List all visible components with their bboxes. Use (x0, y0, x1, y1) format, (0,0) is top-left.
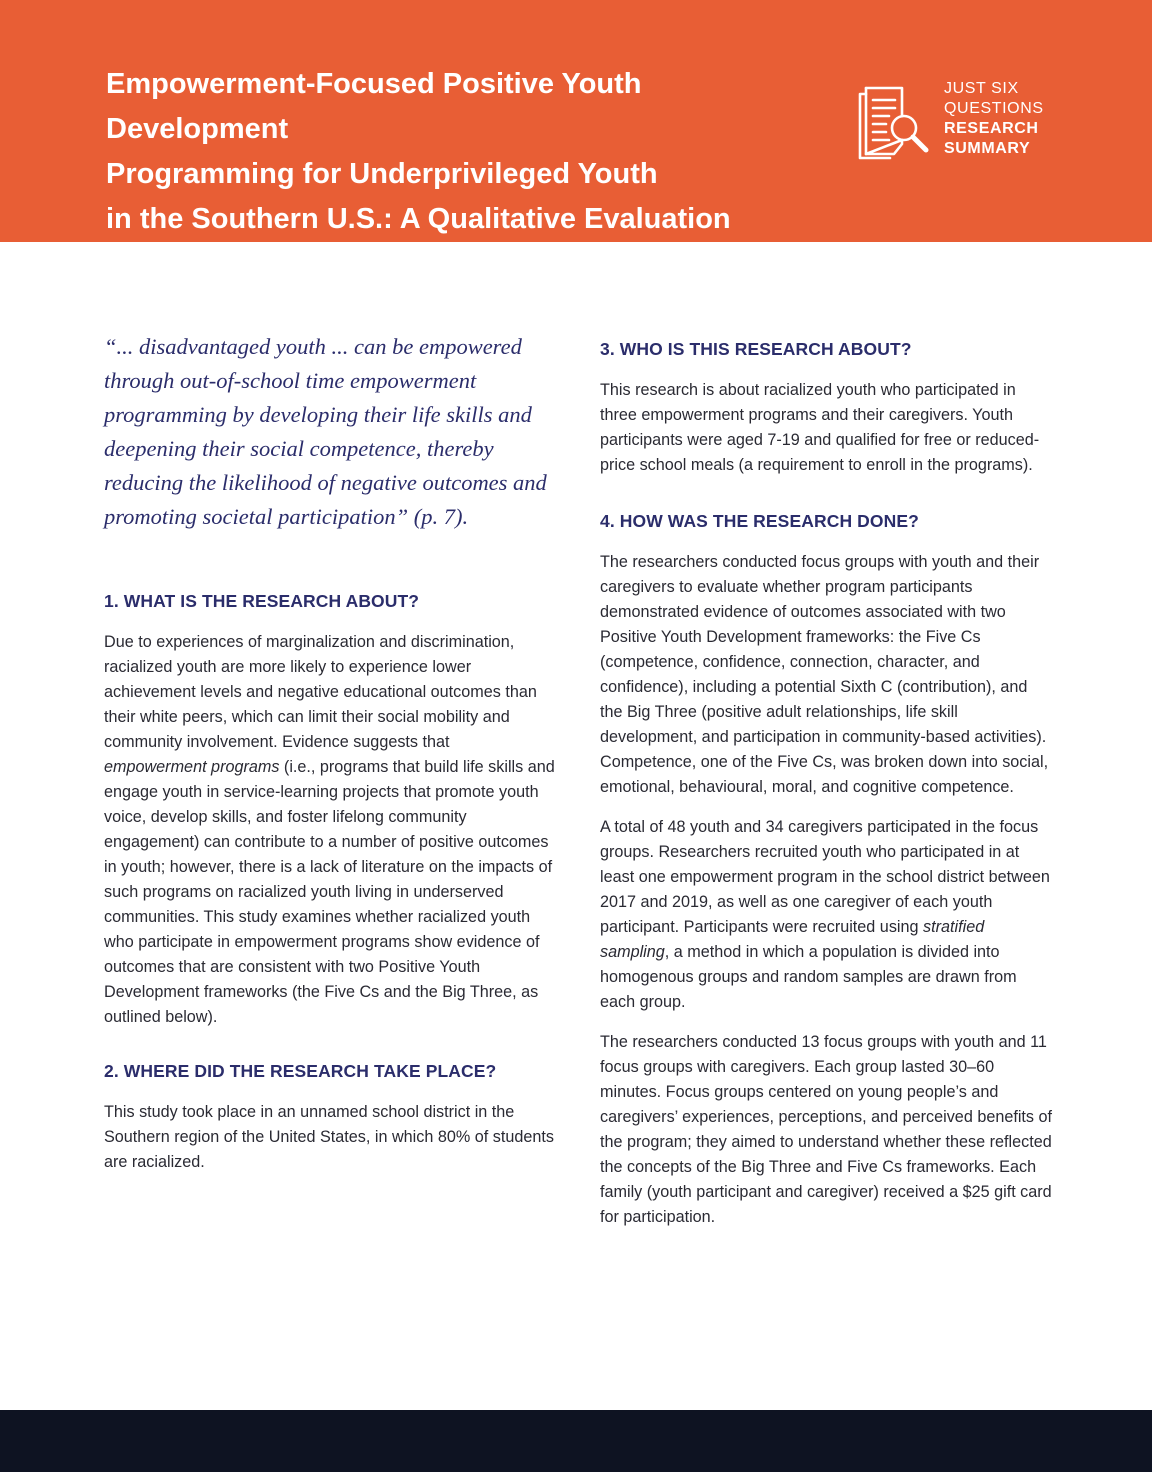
right-column (600, 330, 1052, 1230)
section-4-text-b: , a method in which a population is divided into homogenous groups and random samples are drawn from each group. (600, 943, 1017, 1011)
research-summary-badge (944, 79, 1044, 159)
section-4-paragraph-3: The researchers conducted 13 focus groups with youth and 11 focus groups with caregivers. Each group lasted 30–60 minutes. Focus groups centered on young people’s and caregivers’ experiences, perceptions, and perceived benefits of the program; they aimed to understand whether these reflected the concepts of the Big Three and Five Cs frameworks. Each family (youth participant and caregiver) received a $25 gift card for participation. (600, 1033, 1053, 1226)
title-line-1: Empowerment-Focused Positive Youth Development (106, 68, 642, 145)
title-line-2: Programming for Underprivileged Youth (106, 158, 658, 190)
section-4-paragraph-1: The researchers conducted focus groups with youth and their caregivers to evaluate whether program participants demonstrated evidence of outcomes associated with two Positive Youth Development frameworks: the Five Cs (competence, confidence, connection, character, and confidence), including a potential Sixth C (contribution), and the Big Three (positive adult relationships, life skill development, and participation in community-based activities). Competence, one of the Five Cs, was broken down into social, emotional, behavioural, moral, and cognitive competence. (600, 553, 1049, 796)
section-1-term: empowerment programs (104, 758, 280, 776)
badge-line-1: JUST SIX (944, 80, 1019, 97)
left-column (104, 330, 556, 1175)
section-4-paragraph-2 (600, 815, 1052, 1015)
section-3-heading: 3. WHO IS THIS RESEARCH ABOUT? (600, 339, 912, 359)
section-1-heading: 1. WHAT IS THE RESEARCH ABOUT? (104, 591, 420, 611)
header-banner (0, 0, 1152, 242)
pull-quote: “... disadvantaged youth ... can be empowered through out-of-school time empowerment programming by developing their life skills and deepening their social competence, thereby reducing the likelihood of negative outcomes and promoting societal participation” (p. 7). (104, 334, 547, 529)
document-title (106, 62, 826, 242)
footer-bar (0, 1410, 1152, 1472)
section-4-heading: 4. HOW WAS THE RESEARCH DONE? (600, 511, 919, 531)
section-1-text-a: Due to experiences of marginalization and discrimination, racialized youth are more likely to experience lower achievement levels and negative educational outcomes than their white peers, which can limit their social mobility and community involvement. Evidence suggests that (104, 633, 537, 751)
badge-line-3: RESEARCH (944, 120, 1039, 137)
section-2-paragraph: This study took place in an unnamed school district in the Southern region of the United States, in which 80% of students are racialized. (104, 1103, 554, 1171)
section-1-text-b: (i.e., programs that build life skills and engage youth in service-learning projects that promote youth voice, develop skills, and foster lifelong community engagement) can contribute to a number of positive outcomes in youth; however, there is a lack of literature on the impacts of such programs on racialized youth living in underserved communities. This study examines whether racialized youth who participate in empowerment programs show evidence of outcomes that are consistent with two Positive Youth Development frameworks (the Five Cs and the Big Three, as outlined below). (104, 758, 555, 1026)
section-3-paragraph: This research is about racialized youth who participated in three empowerment programs and their caregivers. Youth participants were aged 7-19 and qualified for free or reduced-price school meals (a requirement to enroll in the programs). (600, 381, 1040, 474)
section-4-term: stratified sampling (600, 918, 985, 961)
document-magnifier-icon (856, 84, 932, 160)
badge-line-2: QUESTIONS (944, 100, 1044, 117)
section-1-paragraph (104, 630, 556, 1030)
title-line-3: in the Southern U.S.: A Qualitative Evaluation (106, 203, 731, 235)
section-2-heading: 2. WHERE DID THE RESEARCH TAKE PLACE? (104, 1061, 497, 1081)
section-4-text-a: A total of 48 youth and 34 caregivers participated in the focus groups. Researchers recruited youth who participated in at least one empowerment program in the school district between 2017 and 2019, as well as one caregiver of each youth participant. Participants were recruited using (600, 818, 1050, 936)
badge-line-4: SUMMARY (944, 140, 1031, 157)
